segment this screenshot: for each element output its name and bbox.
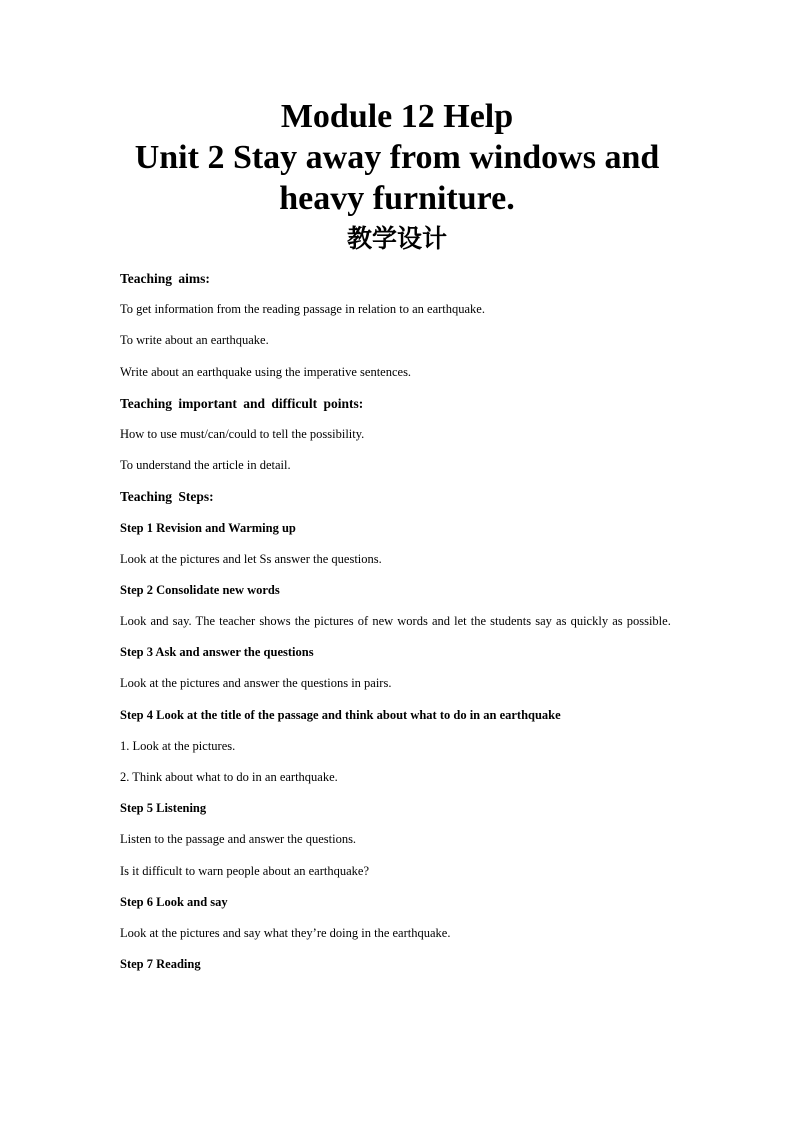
teaching-steps-heading: Teaching Steps: xyxy=(120,489,214,505)
aim-item: To write about an earthquake. xyxy=(120,333,269,348)
step-line: Look at the pictures and let Ss answer the questions. xyxy=(120,551,382,566)
point-item: To understand the article in detail. xyxy=(120,458,291,473)
step-title: Step 5 Listening xyxy=(120,801,207,816)
step-line: Look and say. The teacher shows the pictures of new words and let the students say as quickly as possible. xyxy=(120,614,671,629)
step-line: Listen to the passage and answer the questions. xyxy=(120,832,357,847)
step-line: Look at the pictures and answer the questions in pairs. xyxy=(120,676,392,691)
aim-item: Write about an earthquake using the imperative sentences. xyxy=(120,364,412,379)
step-title: Step 4 Look at the title of the passage and think about what to do in an earthquake xyxy=(120,707,561,722)
title-line-1: Module 12 Help xyxy=(280,98,514,135)
step-title: Step 6 Look and say xyxy=(120,894,228,909)
point-item: How to use must/can/could to tell the possibility. xyxy=(120,426,365,441)
teaching-aims-heading: Teaching aims: xyxy=(120,271,210,286)
step-title: Step 3 Ask and answer the questions xyxy=(120,645,314,660)
step-line: 1. Look at the pictures. xyxy=(120,738,236,753)
title-line-3: heavy furniture. xyxy=(279,180,515,217)
document-subtitle: 教学设计 xyxy=(346,224,447,253)
step-title: Step 2 Consolidate new words xyxy=(120,582,280,597)
aim-item: To get information from the reading passage in relation to an earthquake. xyxy=(120,302,485,317)
step-line: 2. Think about what to do in an earthquake. xyxy=(120,770,338,785)
document-body xyxy=(120,263,680,980)
step-title: Step 7 Reading xyxy=(120,957,201,972)
step-line: Is it difficult to warn people about an earthquake? xyxy=(120,863,369,878)
title-line-2: Unit 2 Stay away from windows and xyxy=(134,139,660,176)
title-block xyxy=(0,96,794,257)
important-points-heading: Teaching important and difficult points: xyxy=(120,395,364,411)
step-title: Step 1 Revision and Warming up xyxy=(120,520,296,535)
step-line: Look at the pictures and say what they’re doing in the earthquake. xyxy=(120,925,451,940)
